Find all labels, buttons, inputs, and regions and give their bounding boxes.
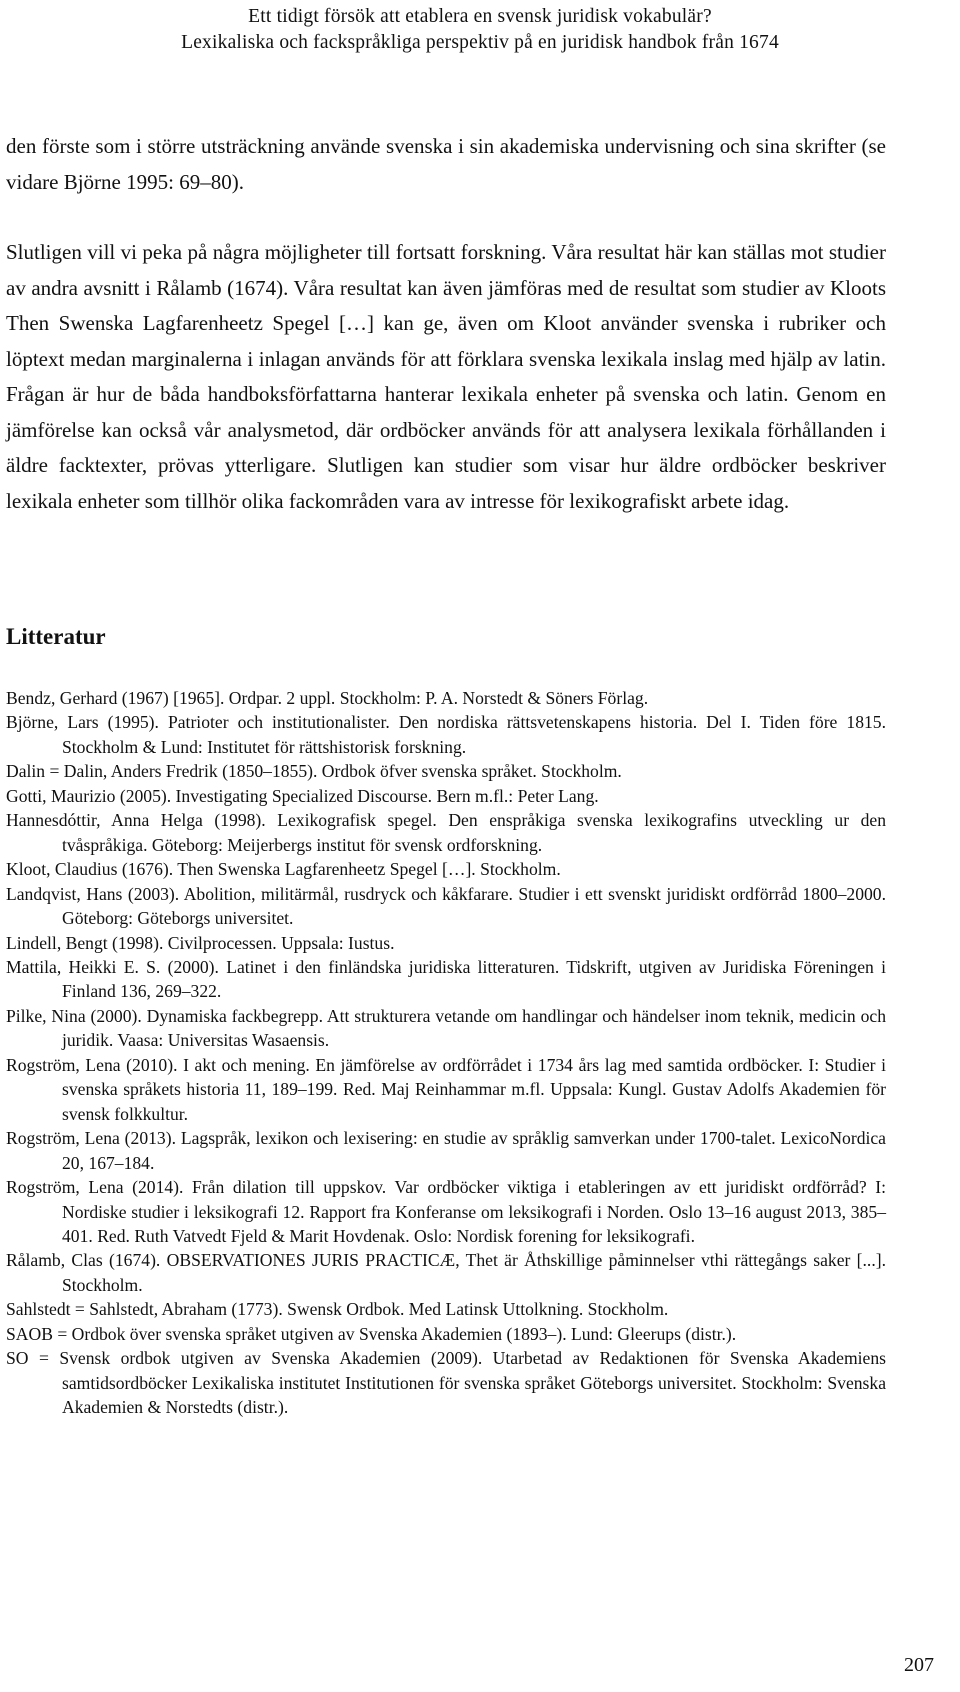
reference-item: Rogström, Lena (2014). Från dilation till uppskov. Var ordböcker viktiga i etableringen av ett juridiskt ordförråd? I: Nordiske studier i leksikografi 12. Rapport fra Konferanse om leksikografi i Norden. Oslo 13–16 august 2013, 385–401. Red. Ruth Vatvedt Fjeld & Marit Hovdenak. Oslo: Nordisk forening for leksikografi. [6,1177,886,1246]
reference-item: Rogström, Lena (2013). Lagspråk, lexikon och lexisering: en studie av språklig samverkan under 1700-talet. LexicoNordica 20, 167–184. [6,1128,886,1173]
running-header [0,4,960,56]
body-text [6,129,886,519]
running-header-subtitle: Lexikaliska och fackspråkliga perspektiv på en juridisk handbok från 1674 [181,32,779,53]
reference-item: Mattila, Heikki E. S. (2000). Latinet i den finländska juridiska litteraturen. Tidskrift, utgiven av Juridiska Föreningen i Finland 136, 269–322. [6,956,886,1002]
reference-item: Hannesdóttir, Anna Helga (1998). Lexikografisk spegel. Den enspråkiga svenska lexikografins utveckling ur den tvåspråkiga. Göteborg: Meijerbergs institut för svensk ordforskning. [6,810,886,855]
reference-item: Gotti, Maurizio (2005). Investigating Specialized Discourse. Bern m.fl.: Peter Lang. [6,785,599,806]
reference-item: Rålamb, Clas (1674). OBSERVATIONES JURIS PRACTICÆ, Thet är Åthskillige påminnelser vthi rättegångs saker [...]. Stockholm. [6,1250,886,1295]
reference-item: SO = Svensk ordbok utgiven av Svenska Akademien (2009). Utarbetad av Redaktionen för Svenska Akademiens samtidsordböcker Lexikaliska institutet Institutionen för svenska språket Göteborgs universitet. Stockholm: Svenska Akademien & Norstedts (distr.). [6,1348,886,1418]
paragraph: Slutligen vill vi peka på några möjligheter till fortsatt forskning. Våra resultat här kan ställas mot studier av andra avsnitt i Rålamb (1674). Våra resultat kan även jämföras med de resultat som studier av Kloots Then Swenska Lagfarenheetz Spegel […] kan ge, även om Kloot använder svenska i rubriker och löptext medan marginalerna i inlagan används för att förklara svenska lexikala inslag med hjälp av latin. Frågan är hur de båda handboksförfattarna hanterar lexikala enheter på svenska och latin. Genom en jämförelse kan också vår analysmetod, där ordböcker används för att analysera lexikala förhållanden i äldre facktexter, prövas ytterligare. Slutligen kan studier som visar hur äldre ordböcker beskriver lexikala enheter som tillhör olika fackområden vara av intresse för lexikografiskt arbete idag. [6,240,886,513]
page-number: 207 [904,1654,934,1676]
section-heading: Litteratur [6,624,106,649]
reference-item: Rogström, Lena (2010). I akt och mening. En jämförelse av ordförrådet i 1734 års lag med samtida ordböcker. I: Studier i svenska språkets historia 11, 189–199. Red. Maj Reinhammar m.fl. Uppsala: Kungl. Gustav Adolfs Akademien för svensk folkkultur. [6,1054,886,1124]
reference-item: Dalin = Dalin, Anders Fredrik (1850–1855). Ordbok öfver svenska språket. Stockholm. [6,761,622,782]
reference-item: Kloot, Claudius (1676). Then Swenska Lagfarenheetz Spegel […]. Stockholm. [6,859,561,880]
reference-item: SAOB = Ordbok över svenska språket utgiven av Svenska Akademien (1893–). Lund: Gleerups (distr.). [6,1323,737,1344]
running-header-title: Ett tidigt försök att etablera en svensk juridisk vokabulär? [248,6,712,27]
reference-item: Björne, Lars (1995). Patrioter och institutionalister. Den nordiska rättsvetenskapens historia. Del I. Tiden före 1815. Stockholm & Lund: Institutet för rättshistorisk forskning. [6,712,886,757]
paragraph: den förste som i större utsträckning använde svenska i sin akademiska undervisning och sina skrifter (se vidare Björne 1995: 69–80). [6,134,886,194]
reference-item: Lindell, Bengt (1998). Civilprocessen. Uppsala: Iustus. [6,932,395,953]
reference-list [6,686,886,1420]
reference-item: Pilke, Nina (2000). Dynamiska fackbegrepp. Att strukturera vetande om handlingar och händelser inom teknik, medicin och juridik. Vaasa: Universitas Wasaensis. [6,1005,886,1051]
reference-item: Bendz, Gerhard (1967) [1965]. Ordpar. 2 uppl. Stockholm: P. A. Norstedt & Söners Förlag. [6,688,649,708]
reference-item: Landqvist, Hans (2003). Abolition, militärmål, rusdryck och kåkfarare. Studier i ett svenskt juridiskt ordförråd 1800–2000. Göteborg: Göteborgs universitet. [6,883,886,929]
reference-item: Sahlstedt = Sahlstedt, Abraham (1773). Swensk Ordbok. Med Latinsk Uttolkning. Stockholm. [6,1299,669,1320]
